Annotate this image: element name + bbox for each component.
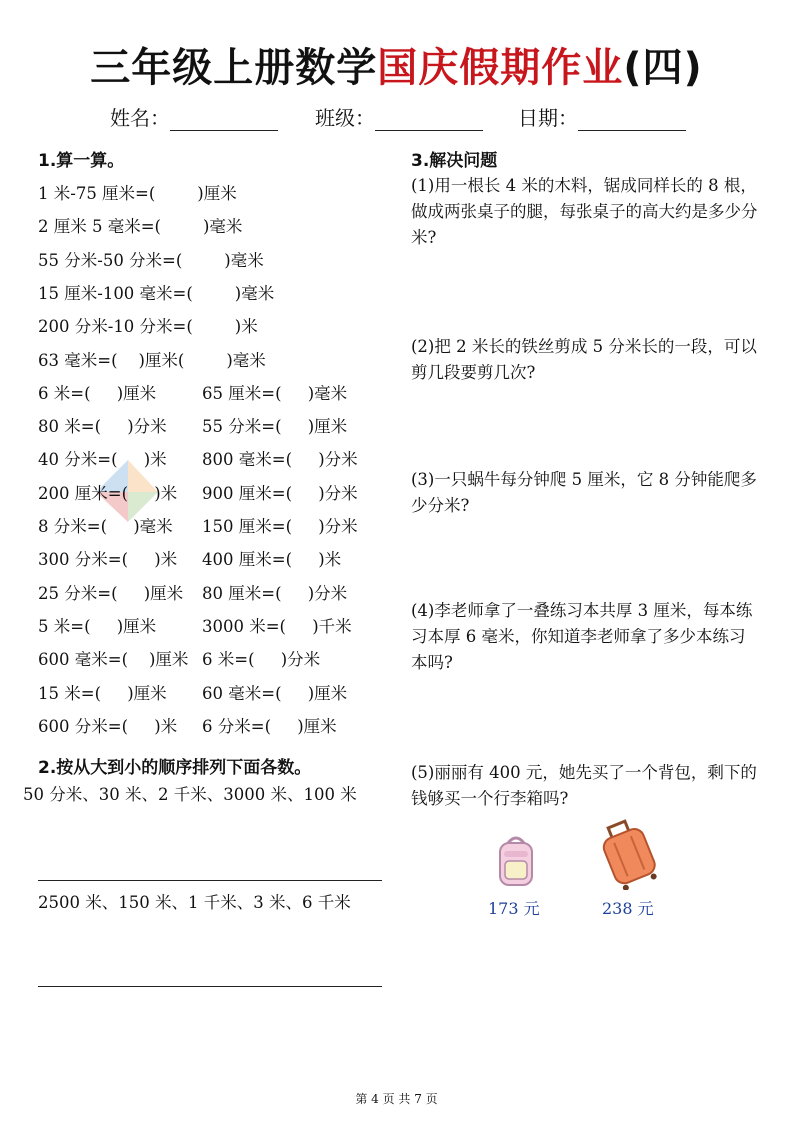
sequence-1: 50 分米、30 米、2 千米、3000 米、100 米 (23, 785, 357, 804)
exercise-row (38, 680, 348, 704)
section1-heading: 1.算一算。 (38, 151, 125, 171)
exercise-row (38, 347, 266, 371)
page-title (0, 36, 793, 93)
name-field[interactable] (110, 102, 278, 131)
exercise-item: 80 米=( )分米 (38, 417, 167, 437)
exercise-row (38, 546, 342, 570)
class-field[interactable] (315, 102, 483, 131)
exercise-item: 40 分米=( )米 (38, 450, 167, 470)
exercise-item: 1 米-75 厘米=( )厘米 (38, 184, 237, 203)
exercise-row (38, 413, 348, 437)
exercise-item: 6 米=( )厘米 (38, 383, 157, 403)
answer-line-1[interactable] (38, 880, 382, 881)
exercise-item: 800 毫米=( )分米 (202, 450, 358, 470)
exercise-item: 63 毫米=( )厘米( )毫米 (38, 350, 266, 370)
problem-5: (5)丽丽有 400 元，她先买了一个背包，剩下的钱够买一个行李箱吗? (411, 763, 757, 808)
exercise-row (38, 613, 352, 637)
exercise-item: 3000 米=( )千米 (202, 616, 352, 636)
exercise-item: 6 米=( )分米 (202, 650, 321, 670)
exercise-row (38, 380, 348, 404)
answer-line-2[interactable] (38, 986, 382, 987)
exercise-row (38, 446, 358, 470)
backpack-price: 173 元 (488, 899, 540, 918)
title-part-3: (四) (623, 45, 703, 91)
page-footer: 第 4 页 共 7 页 (355, 1092, 438, 1106)
exercise-item: 65 厘米=( )毫米 (202, 383, 348, 403)
exercise-item: 55 分米=( )厘米 (202, 417, 348, 437)
exercise-row (38, 280, 274, 304)
exercise-row (38, 713, 337, 737)
exercise-item: 55 分米-50 分米=( )毫米 (38, 250, 264, 270)
exercise-item: 200 厘米=( )米 (38, 483, 178, 503)
exercise-item: 900 厘米=( )分米 (202, 483, 358, 503)
exercise-item: 200 分米-10 分米=( )米 (38, 317, 258, 337)
exercise-item: 400 厘米=( )米 (202, 550, 342, 570)
class-blank[interactable] (375, 108, 483, 131)
title-part-1: 三年级上册数学 (90, 45, 378, 91)
suitcase-icon (597, 818, 663, 894)
name-label: 姓名： (110, 106, 170, 130)
suitcase-price: 238 元 (602, 899, 654, 918)
exercise-item: 600 毫米=( )厘米 (38, 650, 189, 670)
class-label: 班级： (315, 106, 375, 130)
exercise-item: 600 分米=( )米 (38, 716, 178, 736)
sequence-2: 2500 米、150 米、1 千米、3 米、6 千米 (38, 893, 351, 912)
exercise-row (38, 513, 358, 537)
exercise-item: 80 厘米=( )分米 (202, 583, 348, 603)
exercise-item: 5 米=( )厘米 (38, 616, 157, 636)
exercise-item: 2 厘米 5 毫米=( )毫米 (38, 217, 243, 237)
exercise-item: 60 毫米=( )厘米 (202, 683, 348, 703)
exercise-item: 15 厘米-100 毫米=( )毫米 (38, 283, 275, 303)
exercise-row (38, 646, 321, 670)
problem-4: (4)李老师拿了一叠练习本共厚 3 厘米，每本练习本厚 6 毫米，你知道李老师拿了多少本练习本吗? (411, 601, 753, 672)
problem-3: (3)一只蜗牛每分钟爬 5 厘米，它 8 分钟能爬多少分米? (411, 470, 757, 515)
name-blank[interactable] (170, 108, 278, 131)
exercise-row (38, 480, 358, 504)
problem-2: (2)把 2 米长的铁丝剪成 5 分米长的一段，可以剪几段要剪几次? (411, 337, 757, 382)
exercise-row (38, 580, 348, 604)
exercise-row (38, 180, 237, 204)
exercise-item: 15 米=( )厘米 (38, 683, 167, 703)
backpack-icon (494, 833, 538, 893)
exercise-item: 25 分米=( )厘米 (38, 583, 184, 603)
exercise-item: 8 分米=( )毫米 (38, 517, 173, 536)
date-field[interactable] (518, 102, 686, 131)
problem-1: (1)用一根长 4 米的木料，锯成同样长的 8 根，做成两张桌子的腿，每张桌子的高大约是多少分米? (411, 176, 758, 247)
exercise-item: 300 分米=( )米 (38, 550, 178, 570)
section2-heading: 2.按从大到小的顺序排列下面各数。 (38, 758, 312, 778)
exercise-row (38, 247, 264, 271)
date-label: 日期： (518, 106, 578, 130)
section3-heading: 3.解决问题 (411, 151, 498, 171)
date-blank[interactable] (578, 108, 686, 131)
exercise-item: 150 厘米=( )分米 (202, 517, 358, 536)
exercise-item: 6 分米=( )厘米 (202, 716, 337, 736)
exercise-row (38, 313, 258, 337)
exercise-row (38, 213, 242, 237)
title-part-2: 国庆假期作业 (377, 45, 624, 91)
